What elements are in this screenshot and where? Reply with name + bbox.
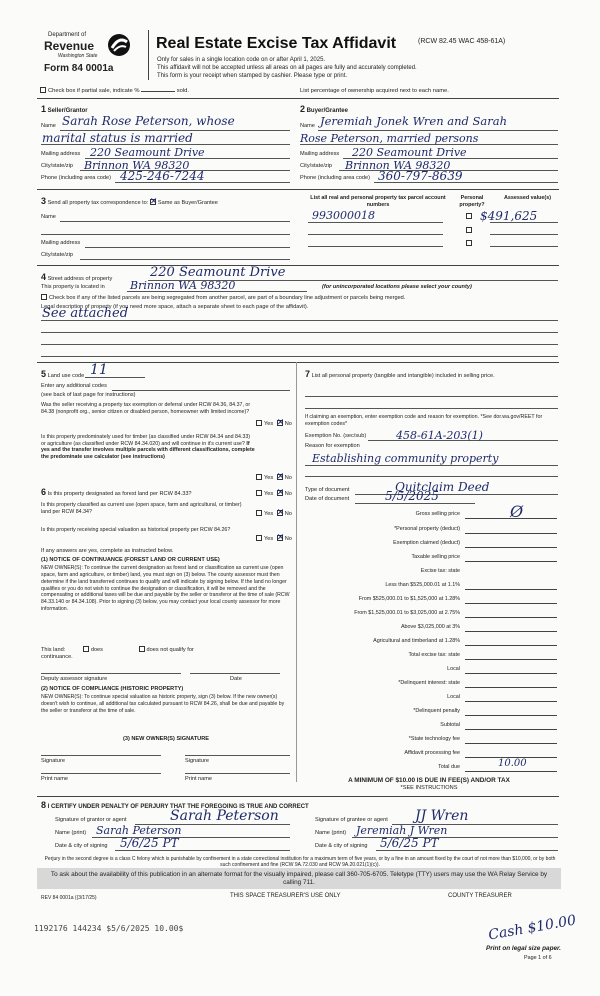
tier1-label: Less than $525,000.01 at 1.1% (385, 582, 460, 588)
rev-label: REV 84 0001a ((3/17/25) (41, 895, 97, 901)
form-number: Form 84 0001a (44, 63, 114, 74)
gross-value[interactable]: Ø (510, 502, 524, 521)
grantor-sig-label: Signature of grantor or agent (55, 817, 127, 823)
seller-phone-value[interactable]: 425-246-7244 (120, 169, 205, 183)
notice1-text: NEW OWNER(S): To continue the current designation as forest land or classification as current use (open space, farm and agriculture, or timber) land, you must sign on (3) below. The county assessor must then determine if the land transferred continues to qualify and will indicate by signing below. If the land no longer qualifies or you do not wish to continue the designation or classification, it will be removed and the compensating or additional taxes will be due and payable by the seller or transferor at the time of sale (RCW 84.33.140 or 84.34.108). Prior to signing (3) below, you may contact your local county assessor for more information. (41, 565, 290, 613)
doc-date-label: Date of document (305, 496, 350, 502)
buyer-phone-label: Phone (including area code) (300, 175, 370, 181)
personal-deduct-label: *Personal property (deduct) (394, 526, 460, 532)
buyer-heading: 2 Buyer/Grantee (300, 104, 348, 114)
grantee-name-label: Name (print) (315, 830, 347, 836)
exemption-text: If claiming an exemption, enter exemption code and reason for exemption. *See dor.wa.gov/REET for exemption codes* (305, 414, 543, 427)
partial-sale-checkbox[interactable] (40, 87, 46, 93)
total-excise-label: Total excise tax: state (408, 652, 460, 658)
tech-fee-label: *State technology fee (408, 736, 460, 742)
partial-sale-label: Check box if partial sale, indicate % (48, 88, 140, 94)
if-yes-note: If any answers are yes, complete as instructed below. (41, 548, 174, 554)
legal-value[interactable]: See attached (42, 306, 129, 321)
cash-note: Cash $10.00 (487, 912, 578, 944)
agri-label: Agricultural and timberland at 1.28% (373, 638, 460, 644)
located-label: This property is located in (41, 284, 105, 290)
buyer-mailing-value[interactable]: 220 Seamount Drive (352, 146, 467, 159)
segregated-row: Check box if any of the listed parcels are being segregated from another parcel, are part of a boundary line adjustment or parcels being merged. (41, 294, 405, 302)
does-checkbox[interactable] (83, 646, 89, 652)
new-owner-sig-title: (3) NEW OWNER(S) SIGNATURE (123, 736, 209, 742)
current-use-yes-checkbox[interactable] (256, 510, 262, 516)
buyer-city-value[interactable]: Brinnon WA 98320 (345, 159, 451, 172)
legal-label: Legal description of property (if you need more space, attach a separate sheet to each page of the affidavit). (41, 304, 309, 310)
forest-yes-checkbox[interactable] (256, 490, 262, 496)
buyer-mailing-label: Mailing address (300, 151, 340, 157)
personal-checkbox-2[interactable] (466, 227, 472, 233)
excise-state-label: Excise tax: state (420, 568, 460, 574)
note-3: This form is your receipt when stamped by cashier. Please type or print. (157, 73, 348, 79)
personal-checkbox-3[interactable] (466, 240, 472, 246)
seller-mailing-value[interactable]: 220 Seamount Drive (90, 146, 205, 159)
exemption-question: Was the seller receiving a property tax exemption or deferral under RCW 84.36, 84.37, or 84.38 (nonprofit org., senior citizen or disabled person, homeowner with limited income)? (41, 402, 251, 415)
tier4-label: Above $3,025,000 at 3% (400, 624, 460, 630)
affidavit-fee-label: Affidavit processing fee (404, 750, 460, 756)
form-citation: (RCW 82.45 WAC 458-61A) (418, 38, 506, 45)
same-as-buyer-checkbox[interactable]: ✕ (149, 196, 158, 206)
seller-mailing-label: Mailing address (41, 151, 81, 157)
new-owner-signature-2: Signature (185, 758, 209, 764)
current-use-question: Is this property classified as current use (open space, farm and agricultural, or timber) land per RCW 84.34? (41, 502, 242, 515)
grantor-signature[interactable]: Sarah Peterson (170, 808, 279, 824)
timber-question: Is this property predominately used for timber (as classified under RCW 84.34 and 84.33) or agriculture (as classified under RCW 84.34.020) and will continue in it's current use? If yes and the transfer involves multiple parcels with different classifications, complete the predominate use calculator (see instructions) (41, 434, 255, 460)
dor-logo-icon (106, 32, 132, 58)
grantor-name-label: Name (print) (55, 830, 87, 836)
deputy-date-label: Date (230, 676, 242, 682)
personal-header: Personal property? (459, 195, 485, 208)
exemption-yes-checkbox[interactable] (256, 420, 262, 426)
notice2-text: NEW OWNER(S): To continue special valuation as historic property, sign (3) below. If the new owner(s) doesn't wish to continue, all additional tax calculated pursuant to RCW 84.26, shall be due and payable by the seller or transferor at the time of sale. (41, 694, 285, 714)
land-use-value[interactable]: 11 (90, 362, 108, 378)
certify-line: 8 I CERTIFY UNDER PENALTY OF PERJURY THAT THE FOREGOING IS TRUE AND CORRECT (41, 800, 309, 810)
grantor-date-value[interactable]: 5/6/25 PT (120, 836, 179, 850)
unincorporated-note: (for unincorporated locations please select your county) (322, 284, 472, 290)
grantor-name-value[interactable]: Sarah Peterson (96, 824, 182, 837)
partial-sold-label: sold. (176, 88, 190, 94)
buyer-name-value[interactable]: Jeremiah Jonek Wren and Sarah (320, 114, 508, 128)
dept-line1: Department of (48, 32, 87, 38)
street-value[interactable]: 220 Seamount Drive (150, 265, 286, 280)
assessed-value[interactable]: $491,625 (480, 209, 538, 223)
new-owner-print-1: Print name (41, 776, 69, 782)
new-owner-print-2: Print name (185, 776, 213, 782)
perjury-note: Perjury in the second degree is a class C felony which is punishable by confinement in a state correctional institution for a maximum term of five years, or by a fine in an amount fixed by the court of not more than $10,000, or by both such confinement and fine (RCW 9A.72.030 and RCW 9A.20.021(1)(c)). (44, 856, 556, 869)
dor-logo (40, 30, 140, 78)
historic-yes-checkbox[interactable] (256, 535, 262, 541)
grantee-date-label: Date & city of signing (315, 843, 368, 849)
seller-name-label: Name (41, 123, 56, 129)
exemption-deduct-label: Exemption claimed (deduct) (393, 540, 460, 546)
local2-label: Local (447, 694, 460, 700)
local-label: Local (447, 666, 460, 672)
buyer-name-label: Name (300, 123, 315, 129)
legal-paper-note: Print on legal size paper. (486, 945, 561, 952)
delinquent-interest-label: *Delinquent interest: state (398, 680, 460, 686)
personal-list-label: 7 List all personal property (tangible and intangible) included in selling price. (305, 369, 495, 379)
section3-name-label: Name (41, 214, 56, 220)
exemption-no-label: Exemption No. (sec/sub) (305, 433, 367, 439)
historic-question: Is this property receiving special valuation as historical property per RCW 84.26? (41, 527, 231, 533)
reason-label: Reason for exemption (305, 443, 360, 449)
timber-yes-no: Yes ✕ No (256, 474, 292, 482)
note-2: This affidavit will not be accepted unless all areas on all pages are fully and accurately completed. (157, 65, 417, 71)
forest-question: 6 Is this property designated as forest land per RCW 84.33? (41, 487, 192, 497)
reason-value[interactable]: Establishing community property (312, 452, 499, 465)
assessed-header: Assessed value(s) (503, 195, 552, 201)
seller-phone-label: Phone (including area code) (41, 175, 111, 181)
tier3-label: From $1,525,000.01 to $3,025,000 at 2.75% (354, 610, 460, 616)
page-number: Page 1 of 6 (524, 955, 552, 961)
accessibility-banner: To ask about the availability of this publication in an alternate format for the visually impaired, please call 360-705-6705. Teletype (TTY) users may use the WA Relay Service by calling 711. (37, 868, 561, 889)
historic-yes-no: Yes ✕ No (256, 535, 292, 543)
buyer-name-value-2[interactable]: Rose Peterson, married persons (300, 132, 479, 145)
segregated-checkbox[interactable] (41, 294, 47, 300)
see-back: (see back of last page for instructions) (41, 392, 136, 398)
partial-sale-row (40, 87, 189, 95)
exemption-yes-no: Yes ✕ No (256, 420, 292, 428)
form-title: Real Estate Excise Tax Affidavit (156, 35, 397, 52)
current-use-no-checkbox[interactable]: ✕ (276, 507, 285, 517)
grantee-sig-label: Signature of grantee or agent (315, 817, 388, 823)
new-owner-signature-1: Signature (41, 758, 65, 764)
land-use-row: 5 Land use code (41, 369, 85, 379)
exemption-no-value[interactable]: 458-61A-203(1) (396, 429, 483, 442)
receipt-stamp: 1192176 144234 $5/6/2025 10.00$ (34, 924, 184, 933)
personal-checkbox-1[interactable] (466, 213, 472, 219)
doc-type-label: Type of document (305, 487, 350, 493)
forest-yes-no: Yes ✕ No (256, 490, 292, 498)
note-1: Only for sales in a single location code on or after April 1, 2025. (157, 57, 326, 63)
seller-city-value[interactable]: Brinnon WA 98320 (84, 159, 190, 172)
minimum-note: A MINIMUM OF $10.00 IS DUE IN FEE(S) AND/OR TAX (348, 777, 510, 784)
deputy-signature-label: Deputy assessor signature (41, 676, 108, 682)
street-row: 4 Street address of property (41, 272, 113, 282)
dept-line2: Revenue (44, 39, 95, 53)
continuance-label: continuance. (41, 654, 73, 660)
buyer-city-label: City/state/zip (300, 163, 333, 169)
forest-no-checkbox[interactable]: ✕ (276, 487, 285, 497)
timber-no-checkbox[interactable]: ✕ (276, 471, 285, 481)
timber-yes-checkbox[interactable] (256, 474, 262, 480)
section3-mailing-label: Mailing address (41, 240, 81, 246)
seller-name-value[interactable]: Sarah Rose Peterson, whose (62, 114, 235, 128)
seller-name-value-2[interactable]: marital status is married (42, 131, 193, 145)
additional-codes: Enter any additional codes (41, 383, 107, 389)
grantee-date-value[interactable]: 5/6/25 PT (380, 836, 439, 850)
parcel-value[interactable]: 993000018 (312, 209, 375, 222)
ownership-note: List percentage of ownership acquired next to each name. (300, 88, 449, 94)
total-due-label: Total due (438, 764, 460, 770)
grantee-signature[interactable]: JJ Wren (415, 808, 469, 824)
notice1-title: (1) NOTICE OF CONTINUANCE (FOREST LAND OR CURRENT USE) (41, 557, 220, 563)
notice2-title: (2) NOTICE OF COMPLIANCE (HISTORIC PROPERTY) (41, 686, 184, 692)
section3-heading: 3 Send all property tax correspondence to: ✕ Same as Buyer/Grantee (41, 196, 218, 206)
this-land-row: This land: does does not qualify for (41, 647, 194, 653)
total-due-value[interactable]: 10.00 (498, 758, 527, 769)
grantor-date-label: Date & city of signing (55, 843, 108, 849)
historic-no-checkbox[interactable]: ✕ (276, 532, 285, 542)
subtotal-label: Subtotal (440, 722, 460, 728)
seller-city-label: City/state/zip (41, 163, 74, 169)
buyer-phone-value[interactable]: 360-797-8639 (378, 169, 463, 183)
see-instructions: *SEE INSTRUCTIONS (400, 785, 458, 791)
dept-line3: Washington State (58, 53, 98, 59)
current-use-yes-no: Yes ✕ No (256, 510, 292, 518)
located-value[interactable]: Brinnon WA 98320 (130, 279, 236, 292)
exemption-no-checkbox[interactable]: ✕ (276, 417, 285, 427)
doc-type-value[interactable]: Quitclaim Deed (395, 480, 490, 494)
taxable-label: Taxable selling price (411, 554, 460, 560)
county-treasurer-label: COUNTY TREASURER (448, 893, 512, 899)
section3-city-label: City/state/zip (41, 252, 74, 258)
gross-label: Gross selling price (415, 511, 460, 517)
does-not-checkbox[interactable] (139, 646, 145, 652)
delinquent-penalty-label: *Delinquent penalty (413, 708, 460, 714)
treasurer-use-label: THIS SPACE TREASURER'S USE ONLY (230, 893, 341, 899)
doc-date-value[interactable]: 5/5/2025 (385, 489, 439, 503)
seller-heading: 1 Seller/Grantor (41, 104, 88, 114)
parcel-header: List all real and personal property tax parcel account numbers (310, 195, 446, 208)
grantee-name-value[interactable]: Jeremiah J Wren (356, 824, 448, 837)
tier2-label: From $525,000.01 to $1,525,000 at 1.28% (358, 596, 460, 602)
